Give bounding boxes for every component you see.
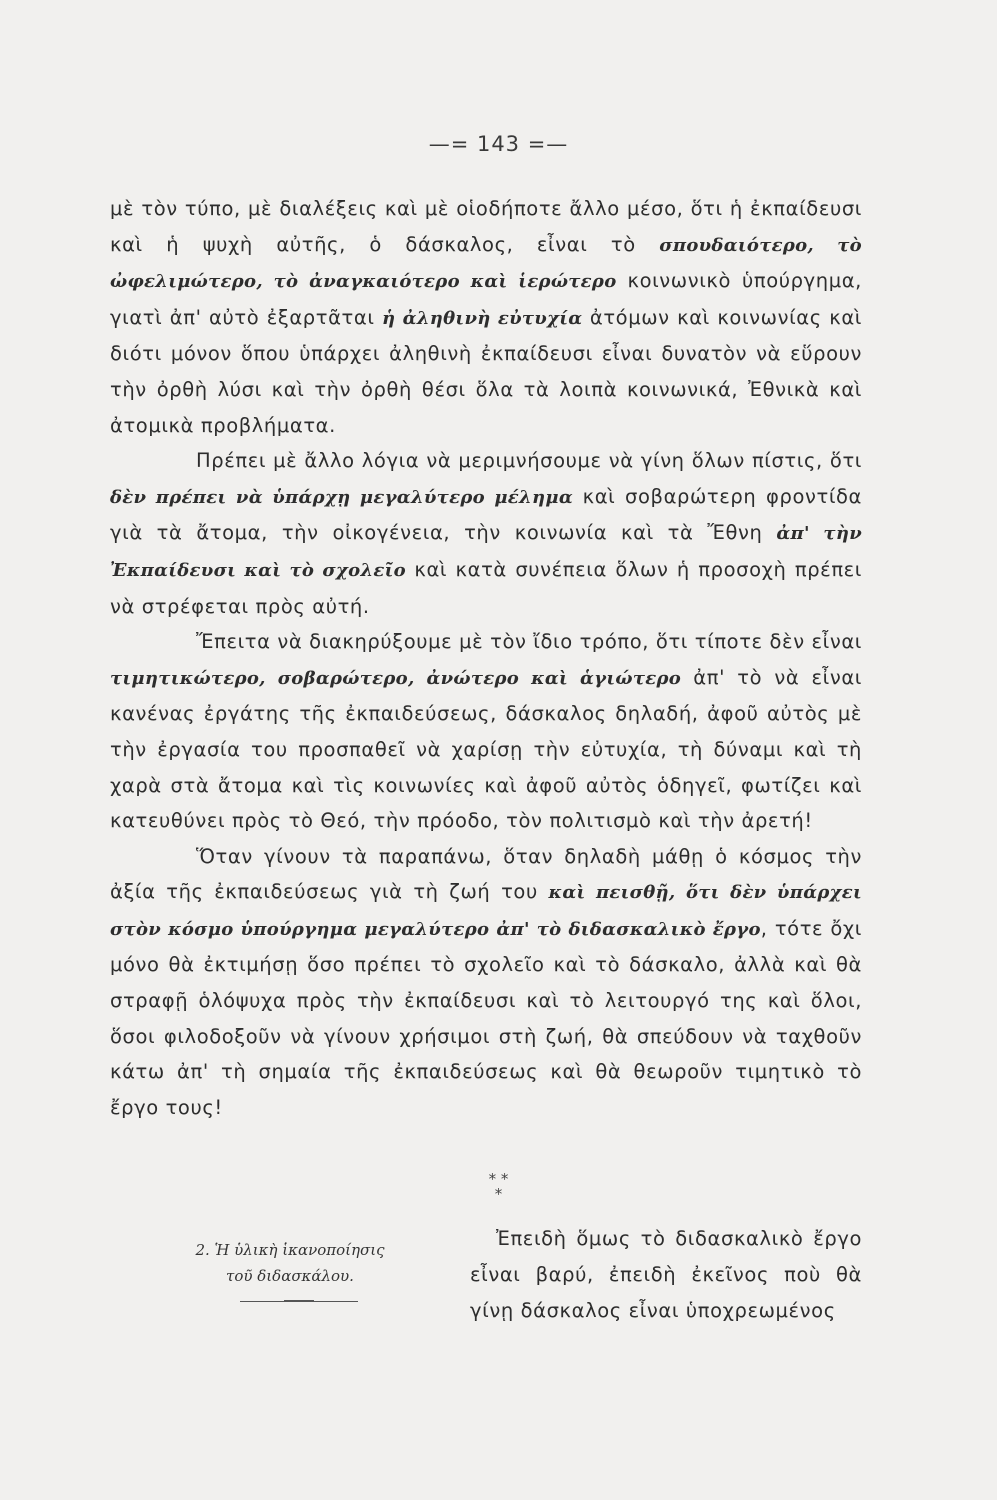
section-paragraph: [470, 1221, 862, 1329]
section-text: Ἐπειδὴ ὅμως τὸ διδασκαλικὸ ἔργο εἶναι βαρύ, ἐπειδὴ ἐκεῖνος ποὺ θὰ γίνῃ δάσκαλος εἶναι ὑποχρεωμένος: [470, 1227, 862, 1322]
emphasized-text: ἀπ' τὴν Ἐκπαίδευσι καὶ τὸ σχολεῖο: [110, 523, 863, 581]
emphasized-text: ἡ ἀληθινὴ εὐτυχία: [382, 307, 583, 329]
paragraph: [110, 191, 862, 443]
emphasized-text: καὶ πεισθῇ, ὅτι δὲν ὑπάρχει στὸν κόσμο ὑπούργημα μεγαλύτερο ἀπ' τὸ διδασκαλικὸ ἔργο: [110, 882, 863, 940]
text-segment: Ἔπειτα νὰ διακηρύξουμε μὲ τὸν ἴδιο τρόπο, ὅτι τίποτε δὲν εἶναι: [196, 630, 862, 654]
text-segment: ἀπ' τὸ νὰ εἶναι κανένας ἐργάτης τῆς ἐκπαιδεύσεως, δάσκαλος δηλαδή, ἀφοῦ αὐτὸς μὲ τὴν ἐργασία του προσπαθεῖ νὰ χαρίσῃ τὴν εὐτυχία, τὴ δύναμι καὶ τὴ χαρὰ στὰ ἄτομα καὶ τὶς κοινωνίες καὶ ἀφοῦ αὐτὸς ὁδηγεῖ, φωτίζει καὶ κατευθύνει πρὸς τὸ Θεό, τὴν πρόοδο, τὸν πολιτισμὸ καὶ τὴν ἀρετή!: [110, 665, 862, 833]
separator-stars-top: * *: [488, 1170, 509, 1188]
body-text: [110, 191, 862, 1125]
section-heading-line2: τοῦ διδασκάλου.: [226, 1267, 354, 1285]
page-number: —= 143 =—: [428, 132, 569, 156]
text-segment: Πρέπει μὲ ἄλλο λόγια νὰ μεριμνήσουμε νὰ γίνη ὅλων πίστις, ὅτι: [196, 449, 862, 473]
text-segment: καὶ σοβαρώτερη φροντίδα γιὰ τὰ ἄτομα, τὴν οἰκογένεια, τὴν κοινωνία καὶ τὰ Ἔθνη: [110, 484, 862, 545]
paragraph: [110, 839, 862, 1126]
emphasized-text: δὲν πρέπει νὰ ὑπάρχῃ μεγαλύτερο μέλημα: [110, 486, 573, 508]
section-separator: [0, 1172, 997, 1202]
text-segment: καὶ κατὰ συνέπεια ὅλων ἡ προσοχὴ πρέπει νὰ στρέφεται πρὸς αὐτή.: [110, 557, 862, 618]
text-segment: μὲ τὸν τύπο, μὲ διαλέξεις καὶ μὲ οἱοδήποτε ἄλλο μέσο, ὅτι ἡ ἐκπαίδευσι καὶ ἡ ψυχὴ αὐτῆς, ὁ δάσκαλος, εἶναι τὸ: [110, 197, 862, 256]
section-heading-line1: 2. Ἡ ὑλικὴ ἱκανοποίησις: [195, 1241, 385, 1259]
emphasized-text: σπουδαιότερο, τὸ ὠφελιμώτερο, τὸ ἀναγκαιότερο καὶ ἱερώτερο: [110, 234, 862, 293]
text-segment: Ὅταν γίνουν τὰ παραπάνω, ὅταν δηλαδὴ μάθῃ ὁ κόσμος τὴν ἀξία τῆς ἐκπαιδεύσεως γιὰ τὴ ζωή του: [110, 844, 862, 904]
text-segment: , τότε ὄχι μόνο θὰ ἐκτιμήσῃ ὅσο πρέπει τὸ σχολεῖο καὶ τὸ δάσκαλο, ἀλλὰ καὶ θὰ στραφῇ ὁλόψυχα πρὸς τὴν ἐκπαίδευσι καὶ τὸ λειτουργό της καὶ ὅλοι, ὅσοι φιλοδοξοῦν νὰ γίνουν χρήσιμοι στὴ ζωή, θὰ σπεύδουν νὰ ταχθοῦν κάτω ἀπ' τὴ σημαία τῆς ἐκπαιδεύσεως καὶ θὰ θεωροῦν τιμητικὸ τὸ ἔργο τους!: [110, 916, 862, 1119]
emphasized-text: τιμητικώτερο, σοβαρώτερο, ἀνώτερο καὶ ἁγιώτερο: [110, 667, 682, 689]
text-segment: κοινωνικὸ ὑπούργημα, γιατὶ ἀπ' αὐτὸ ἐξαρτᾶται: [110, 269, 862, 329]
paragraph: [110, 624, 862, 839]
text-segment: ἀτόμων καὶ κοινωνίας καὶ διότι μόνον ὅπου ὑπάρχει ἀληθινὴ ἐκπαίδευσι εἶναι δυνατὸν νὰ εὕρουν τὴν ὀρθὴ λύσι καὶ τὴν ὀρθὴ θέσι ὅλα τὰ λοιπὰ κοινωνικά, Ἐθνικὰ καὶ ἀτομικὰ προβλήματα.: [110, 305, 862, 437]
separator-stars-bottom: *: [494, 1185, 503, 1203]
paragraph: [110, 443, 862, 624]
heading-rule: [240, 1301, 358, 1302]
section-heading: [140, 1237, 440, 1289]
